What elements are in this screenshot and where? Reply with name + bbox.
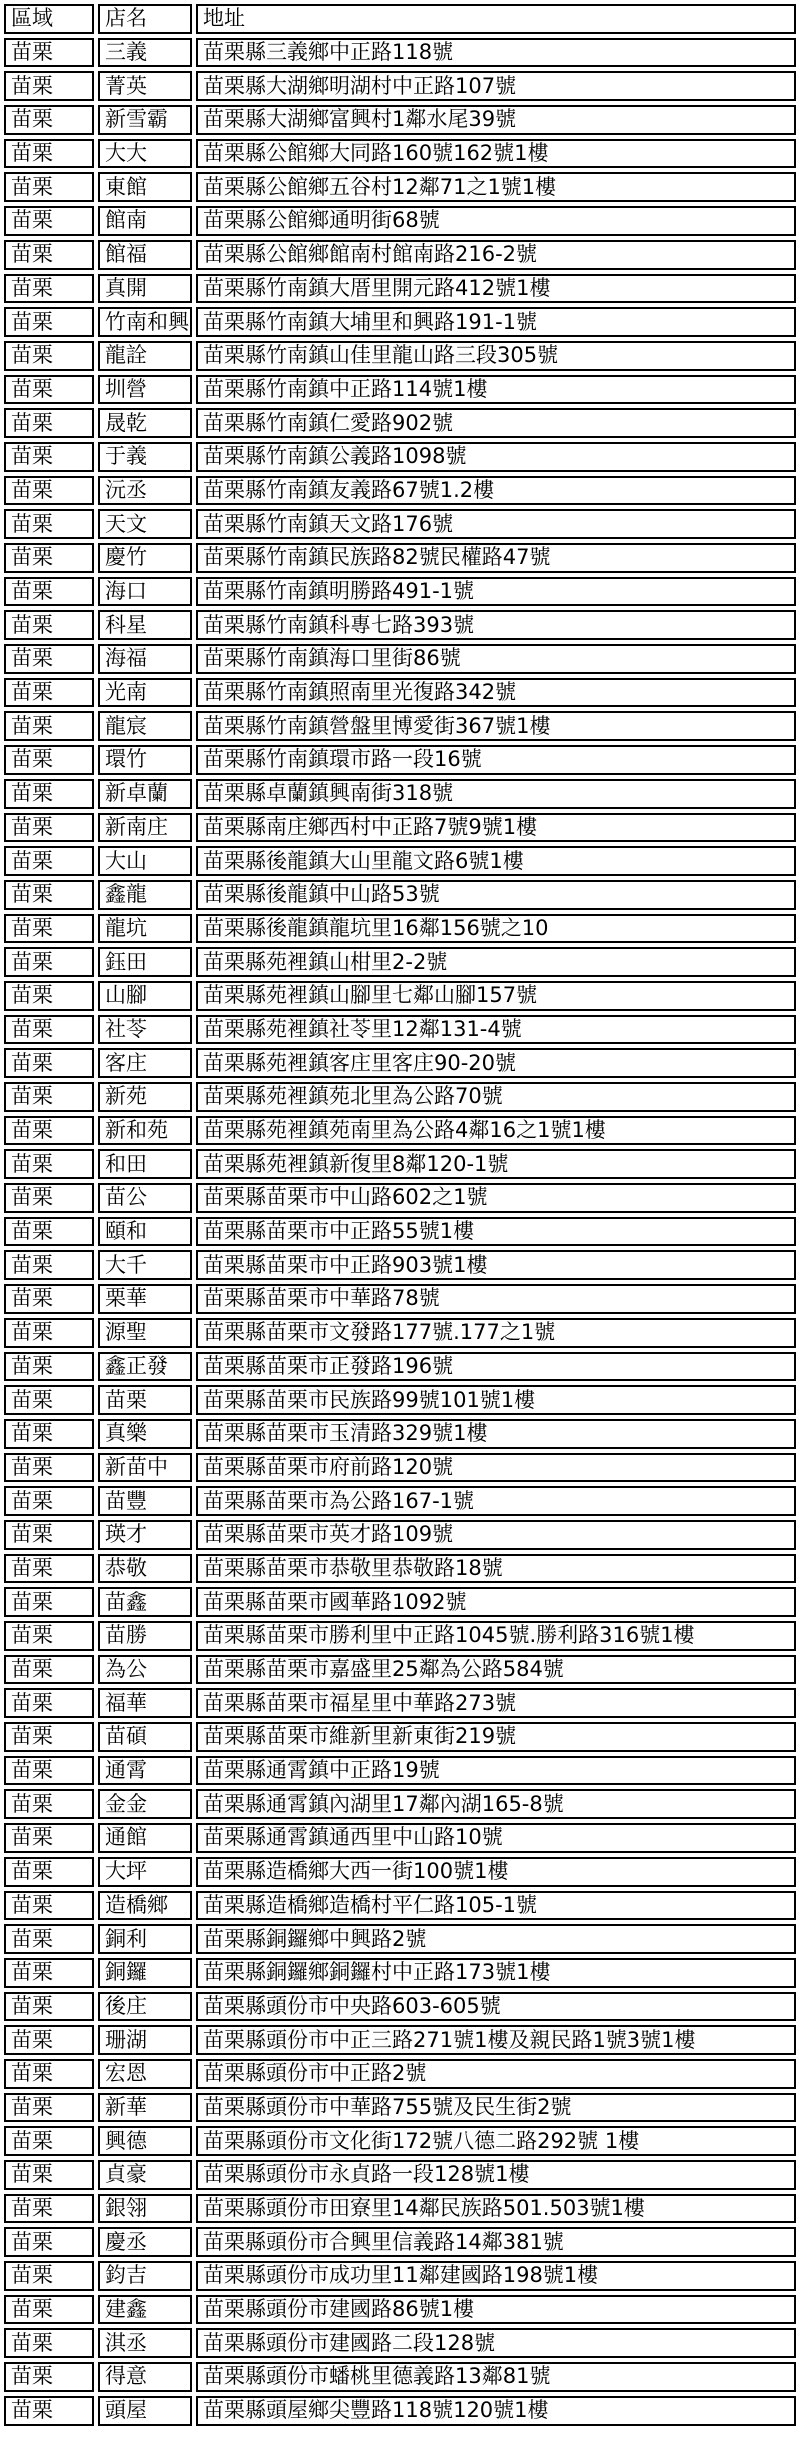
- region-cell: 苗栗: [4, 1958, 94, 1988]
- store-name-cell: 苗勝: [98, 1621, 192, 1651]
- header-store-name: 店名: [98, 4, 192, 34]
- store-name-cell: 海福: [98, 644, 192, 674]
- table-row: [4, 2328, 796, 2358]
- store-name-cell: 海口: [98, 577, 192, 607]
- region-cell: 苗栗: [4, 341, 94, 371]
- table-row: [4, 2227, 796, 2257]
- table-row: [4, 1891, 796, 1921]
- region-cell: 苗栗: [4, 1520, 94, 1550]
- header-row: [4, 4, 796, 34]
- address-cell: 苗栗縣苗栗市府前路120號: [196, 1453, 796, 1483]
- region-cell: 苗栗: [4, 678, 94, 708]
- address-cell: 苗栗縣公館鄉大同路160號162號1樓: [196, 139, 796, 169]
- address-cell: 苗栗縣苗栗市國華路1092號: [196, 1587, 796, 1617]
- address-cell: 苗栗縣通霄鎮內湖里17鄰內湖165-8號: [196, 1789, 796, 1819]
- table-row: [4, 509, 796, 539]
- table-row: [4, 2261, 796, 2291]
- region-cell: 苗栗: [4, 509, 94, 539]
- address-cell: 苗栗縣造橋鄉造橋村平仁路105-1號: [196, 1891, 796, 1921]
- region-cell: 苗栗: [4, 543, 94, 573]
- address-cell: 苗栗縣頭份市文化街172號八德二路292號 1樓: [196, 2126, 796, 2156]
- address-cell: 苗栗縣苗栗市嘉盛里25鄰為公路584號: [196, 1655, 796, 1685]
- region-cell: 苗栗: [4, 1992, 94, 2022]
- address-cell: 苗栗縣大湖鄉明湖村中正路107號: [196, 71, 796, 101]
- store-name-cell: 瑛才: [98, 1520, 192, 1550]
- table-row: [4, 981, 796, 1011]
- table-row: [4, 880, 796, 910]
- region-cell: 苗栗: [4, 1688, 94, 1718]
- region-cell: 苗栗: [4, 1385, 94, 1415]
- address-cell: 苗栗縣頭份市建國路二段128號: [196, 2328, 796, 2358]
- store-name-cell: 真開: [98, 274, 192, 304]
- address-cell: 苗栗縣苑裡鎮社苓里12鄰131-4號: [196, 1015, 796, 1045]
- address-cell: 苗栗縣苗栗市恭敬里恭敬路18號: [196, 1554, 796, 1584]
- table-row: [4, 2396, 796, 2426]
- address-cell: 苗栗縣銅鑼鄉中興路2號: [196, 1924, 796, 1954]
- address-cell: 苗栗縣苗栗市中正路55號1樓: [196, 1217, 796, 1247]
- address-cell: 苗栗縣竹南鎮海口里街86號: [196, 644, 796, 674]
- region-cell: 苗栗: [4, 2025, 94, 2055]
- address-cell: 苗栗縣苗栗市為公路167-1號: [196, 1486, 796, 1516]
- region-cell: 苗栗: [4, 1789, 94, 1819]
- store-name-cell: 苗碩: [98, 1722, 192, 1752]
- table-row: [4, 846, 796, 876]
- address-cell: 苗栗縣苗栗市正發路196號: [196, 1352, 796, 1382]
- address-cell: 苗栗縣苑裡鎮山腳里七鄰山腳157號: [196, 981, 796, 1011]
- table-row: [4, 779, 796, 809]
- table-row: [4, 1587, 796, 1617]
- table-row: [4, 139, 796, 169]
- table-row: [4, 375, 796, 405]
- store-name-cell: 通館: [98, 1823, 192, 1853]
- region-cell: 苗栗: [4, 1486, 94, 1516]
- table-row: [4, 1789, 796, 1819]
- store-name-cell: 鈞吉: [98, 2261, 192, 2291]
- table-row: [4, 711, 796, 741]
- region-cell: 苗栗: [4, 240, 94, 270]
- region-cell: 苗栗: [4, 813, 94, 843]
- region-cell: 苗栗: [4, 2093, 94, 2123]
- store-name-cell: 頭屋: [98, 2396, 192, 2426]
- table-row: [4, 105, 796, 135]
- address-cell: 苗栗縣苑裡鎮客庄里客庄90-20號: [196, 1048, 796, 1078]
- address-cell: 苗栗縣頭份市成功里11鄰建國路198號1樓: [196, 2261, 796, 2291]
- store-name-cell: 大大: [98, 139, 192, 169]
- store-name-cell: 新雪霸: [98, 105, 192, 135]
- address-cell: 苗栗縣苗栗市玉清路329號1樓: [196, 1419, 796, 1449]
- address-cell: 苗栗縣竹南鎮民族路82號民權路47號: [196, 543, 796, 573]
- store-name-cell: 通霄: [98, 1756, 192, 1786]
- store-name-cell: 圳營: [98, 375, 192, 405]
- region-cell: 苗栗: [4, 172, 94, 202]
- table-row: [4, 1722, 796, 1752]
- region-cell: 苗栗: [4, 2362, 94, 2392]
- table-row: [4, 1688, 796, 1718]
- store-name-cell: 建鑫: [98, 2295, 192, 2325]
- store-name-cell: 銀翎: [98, 2194, 192, 2224]
- address-cell: 苗栗縣苗栗市中華路78號: [196, 1284, 796, 1314]
- address-cell: 苗栗縣竹南鎮天文路176號: [196, 509, 796, 539]
- table-row: [4, 2025, 796, 2055]
- store-name-cell: 宏恩: [98, 2059, 192, 2089]
- store-name-cell: 新南庄: [98, 813, 192, 843]
- region-cell: 苗栗: [4, 1756, 94, 1786]
- address-cell: 苗栗縣竹南鎮友義路67號1.2樓: [196, 476, 796, 506]
- address-cell: 苗栗縣頭份市田寮里14鄰民族路501.503號1樓: [196, 2194, 796, 2224]
- store-name-cell: 得意: [98, 2362, 192, 2392]
- store-name-cell: 真樂: [98, 1419, 192, 1449]
- store-name-cell: 淇丞: [98, 2328, 192, 2358]
- address-cell: 苗栗縣三義鄉中正路118號: [196, 38, 796, 68]
- header-address: 地址: [196, 4, 796, 34]
- store-name-cell: 貞豪: [98, 2160, 192, 2190]
- region-cell: 苗栗: [4, 274, 94, 304]
- store-name-cell: 館福: [98, 240, 192, 270]
- address-cell: 苗栗縣竹南鎮科專七路393號: [196, 610, 796, 640]
- region-cell: 苗栗: [4, 2160, 94, 2190]
- address-cell: 苗栗縣頭份市永貞路一段128號1樓: [196, 2160, 796, 2190]
- table-row: [4, 240, 796, 270]
- table-row: [4, 341, 796, 371]
- table-row: [4, 1453, 796, 1483]
- address-cell: 苗栗縣苗栗市民族路99號101號1樓: [196, 1385, 796, 1415]
- table-row: [4, 172, 796, 202]
- address-cell: 苗栗縣竹南鎮大厝里開元路412號1樓: [196, 274, 796, 304]
- store-name-cell: 客庄: [98, 1048, 192, 1078]
- table-row: [4, 1048, 796, 1078]
- store-name-cell: 珊湖: [98, 2025, 192, 2055]
- address-cell: 苗栗縣頭份市合興里信義路14鄰381號: [196, 2227, 796, 2257]
- store-name-cell: 慶丞: [98, 2227, 192, 2257]
- table-row: [4, 1924, 796, 1954]
- table-row: [4, 1554, 796, 1584]
- region-cell: 苗栗: [4, 1082, 94, 1112]
- region-cell: 苗栗: [4, 711, 94, 741]
- table-row: [4, 745, 796, 775]
- address-cell: 苗栗縣頭屋鄉尖豐路118號120號1樓: [196, 2396, 796, 2426]
- region-cell: 苗栗: [4, 1722, 94, 1752]
- store-name-cell: 源聖: [98, 1318, 192, 1348]
- address-cell: 苗栗縣苗栗市勝利里中正路1045號.勝利路316號1樓: [196, 1621, 796, 1651]
- store-name-cell: 金金: [98, 1789, 192, 1819]
- region-cell: 苗栗: [4, 1419, 94, 1449]
- address-cell: 苗栗縣竹南鎮營盤里博愛街367號1樓: [196, 711, 796, 741]
- table-row: [4, 947, 796, 977]
- table-row: [4, 543, 796, 573]
- store-name-cell: 天文: [98, 509, 192, 539]
- region-cell: 苗栗: [4, 1015, 94, 1045]
- address-cell: 苗栗縣後龍鎮龍坑里16鄰156號之10: [196, 914, 796, 944]
- region-cell: 苗栗: [4, 2227, 94, 2257]
- table-row: [4, 577, 796, 607]
- store-name-cell: 興德: [98, 2126, 192, 2156]
- address-cell: 苗栗縣卓蘭鎮興南街318號: [196, 779, 796, 809]
- region-cell: 苗栗: [4, 1655, 94, 1685]
- store-name-cell: 和田: [98, 1149, 192, 1179]
- address-cell: 苗栗縣後龍鎮大山里龍文路6號1樓: [196, 846, 796, 876]
- table-row: [4, 307, 796, 337]
- region-cell: 苗栗: [4, 2295, 94, 2325]
- table-row: [4, 1756, 796, 1786]
- address-cell: 苗栗縣苗栗市中正路903號1樓: [196, 1250, 796, 1280]
- store-name-cell: 大坪: [98, 1857, 192, 1887]
- address-cell: 苗栗縣苗栗市福星里中華路273號: [196, 1688, 796, 1718]
- store-name-cell: 龍宸: [98, 711, 192, 741]
- region-cell: 苗栗: [4, 1621, 94, 1651]
- region-cell: 苗栗: [4, 1284, 94, 1314]
- store-name-cell: 鑫正發: [98, 1352, 192, 1382]
- address-cell: 苗栗縣頭份市中華路755號及民生街2號: [196, 2093, 796, 2123]
- region-cell: 苗栗: [4, 1352, 94, 1382]
- table-row: [4, 2059, 796, 2089]
- address-cell: 苗栗縣竹南鎮環市路一段16號: [196, 745, 796, 775]
- region-cell: 苗栗: [4, 1857, 94, 1887]
- region-cell: 苗栗: [4, 577, 94, 607]
- store-name-cell: 鑫龍: [98, 880, 192, 910]
- region-cell: 苗栗: [4, 71, 94, 101]
- address-cell: 苗栗縣竹南鎮公義路1098號: [196, 442, 796, 472]
- store-name-cell: 銅利: [98, 1924, 192, 1954]
- store-name-cell: 栗華: [98, 1284, 192, 1314]
- table-row: [4, 442, 796, 472]
- region-cell: 苗栗: [4, 1587, 94, 1617]
- store-name-cell: 竹南和興: [98, 307, 192, 337]
- address-cell: 苗栗縣頭份市建國路86號1樓: [196, 2295, 796, 2325]
- address-cell: 苗栗縣通霄鎮中正路19號: [196, 1756, 796, 1786]
- table-row: [4, 476, 796, 506]
- table-row: [4, 813, 796, 843]
- table-row: [4, 1183, 796, 1213]
- region-cell: 苗栗: [4, 2059, 94, 2089]
- table-row: [4, 2295, 796, 2325]
- address-cell: 苗栗縣竹南鎮仁愛路902號: [196, 408, 796, 438]
- region-cell: 苗栗: [4, 1554, 94, 1584]
- table-row: [4, 610, 796, 640]
- region-cell: 苗栗: [4, 307, 94, 337]
- region-cell: 苗栗: [4, 1891, 94, 1921]
- table-row: [4, 2160, 796, 2190]
- store-name-cell: 恭敬: [98, 1554, 192, 1584]
- region-cell: 苗栗: [4, 610, 94, 640]
- table-row: [4, 1857, 796, 1887]
- store-name-cell: 東館: [98, 172, 192, 202]
- table-row: [4, 2194, 796, 2224]
- table-row: [4, 1284, 796, 1314]
- table-row: [4, 1520, 796, 1550]
- region-cell: 苗栗: [4, 1250, 94, 1280]
- store-name-cell: 沅丞: [98, 476, 192, 506]
- address-cell: 苗栗縣竹南鎮照南里光復路342號: [196, 678, 796, 708]
- region-cell: 苗栗: [4, 947, 94, 977]
- store-name-cell: 龍坑: [98, 914, 192, 944]
- region-cell: 苗栗: [4, 442, 94, 472]
- store-name-cell: 福華: [98, 1688, 192, 1718]
- region-cell: 苗栗: [4, 2328, 94, 2358]
- store-name-cell: 新華: [98, 2093, 192, 2123]
- address-cell: 苗栗縣苑裡鎮新復里8鄰120-1號: [196, 1149, 796, 1179]
- address-cell: 苗栗縣頭份市蟠桃里德義路13鄰81號: [196, 2362, 796, 2392]
- region-cell: 苗栗: [4, 880, 94, 910]
- table-row: [4, 2126, 796, 2156]
- table-row: [4, 1149, 796, 1179]
- store-name-cell: 龍詮: [98, 341, 192, 371]
- region-cell: 苗栗: [4, 2126, 94, 2156]
- table-row: [4, 274, 796, 304]
- address-cell: 苗栗縣公館鄉館南村館南路216-2號: [196, 240, 796, 270]
- table-row: [4, 1958, 796, 1988]
- store-name-cell: 大千: [98, 1250, 192, 1280]
- address-cell: 苗栗縣大湖鄉富興村1鄰水尾39號: [196, 105, 796, 135]
- region-cell: 苗栗: [4, 375, 94, 405]
- table-row: [4, 2362, 796, 2392]
- region-cell: 苗栗: [4, 476, 94, 506]
- address-cell: 苗栗縣後龍鎮中山路53號: [196, 880, 796, 910]
- store-name-cell: 為公: [98, 1655, 192, 1685]
- address-cell: 苗栗縣頭份市中央路603-605號: [196, 1992, 796, 2022]
- address-cell: 苗栗縣苗栗市維新里新東街219號: [196, 1722, 796, 1752]
- table-row: [4, 1486, 796, 1516]
- address-cell: 苗栗縣南庄鄉西村中正路7號9號1樓: [196, 813, 796, 843]
- address-cell: 苗栗縣銅鑼鄉銅鑼村中正路173號1樓: [196, 1958, 796, 1988]
- table-row: [4, 1419, 796, 1449]
- table-row: [4, 1655, 796, 1685]
- region-cell: 苗栗: [4, 2194, 94, 2224]
- address-cell: 苗栗縣竹南鎮中正路114號1樓: [196, 375, 796, 405]
- region-cell: 苗栗: [4, 2261, 94, 2291]
- store-name-cell: 館南: [98, 206, 192, 236]
- region-cell: 苗栗: [4, 745, 94, 775]
- region-cell: 苗栗: [4, 779, 94, 809]
- region-cell: 苗栗: [4, 1183, 94, 1213]
- address-cell: 苗栗縣公館鄉通明街68號: [196, 206, 796, 236]
- address-cell: 苗栗縣竹南鎮明勝路491-1號: [196, 577, 796, 607]
- store-name-cell: 菁英: [98, 71, 192, 101]
- store-name-cell: 造橋鄉: [98, 1891, 192, 1921]
- table-row: [4, 1250, 796, 1280]
- store-name-cell: 大山: [98, 846, 192, 876]
- region-cell: 苗栗: [4, 408, 94, 438]
- store-name-cell: 新苑: [98, 1082, 192, 1112]
- store-name-cell: 苗豐: [98, 1486, 192, 1516]
- table-row: [4, 1318, 796, 1348]
- store-name-cell: 苗公: [98, 1183, 192, 1213]
- region-cell: 苗栗: [4, 1924, 94, 1954]
- store-name-cell: 後庄: [98, 1992, 192, 2022]
- address-cell: 苗栗縣通霄鎮通西里中山路10號: [196, 1823, 796, 1853]
- address-cell: 苗栗縣公館鄉五谷村12鄰71之1號1樓: [196, 172, 796, 202]
- region-cell: 苗栗: [4, 914, 94, 944]
- table-row: [4, 1621, 796, 1651]
- table-row: [4, 914, 796, 944]
- region-cell: 苗栗: [4, 644, 94, 674]
- table-row: [4, 1217, 796, 1247]
- store-name-cell: 光南: [98, 678, 192, 708]
- address-cell: 苗栗縣造橋鄉大西一街100號1樓: [196, 1857, 796, 1887]
- address-cell: 苗栗縣苑裡鎮苑北里為公路70號: [196, 1082, 796, 1112]
- table-row: [4, 408, 796, 438]
- address-cell: 苗栗縣苗栗市文發路177號.177之1號: [196, 1318, 796, 1348]
- table-row: [4, 71, 796, 101]
- header-region: 區域: [4, 4, 94, 34]
- region-cell: 苗栗: [4, 1149, 94, 1179]
- store-name-cell: 晟乾: [98, 408, 192, 438]
- address-cell: 苗栗縣苗栗市英才路109號: [196, 1520, 796, 1550]
- address-cell: 苗栗縣頭份市中正路2號: [196, 2059, 796, 2089]
- region-cell: 苗栗: [4, 981, 94, 1011]
- table-row: [4, 644, 796, 674]
- region-cell: 苗栗: [4, 206, 94, 236]
- table-row: [4, 1992, 796, 2022]
- table-row: [4, 1082, 796, 1112]
- region-cell: 苗栗: [4, 1217, 94, 1247]
- address-cell: 苗栗縣竹南鎮山佳里龍山路三段305號: [196, 341, 796, 371]
- store-name-cell: 環竹: [98, 745, 192, 775]
- region-cell: 苗栗: [4, 38, 94, 68]
- table-row: [4, 1116, 796, 1146]
- store-name-cell: 三義: [98, 38, 192, 68]
- address-cell: 苗栗縣苑裡鎮山柑里2-2號: [196, 947, 796, 977]
- store-name-cell: 科星: [98, 610, 192, 640]
- region-cell: 苗栗: [4, 2396, 94, 2426]
- store-name-cell: 頤和: [98, 1217, 192, 1247]
- store-name-cell: 新和苑: [98, 1116, 192, 1146]
- store-name-cell: 鈺田: [98, 947, 192, 977]
- address-cell: 苗栗縣竹南鎮大埔里和興路191-1號: [196, 307, 796, 337]
- table-row: [4, 678, 796, 708]
- store-name-cell: 社苓: [98, 1015, 192, 1045]
- region-cell: 苗栗: [4, 1116, 94, 1146]
- region-cell: 苗栗: [4, 105, 94, 135]
- store-name-cell: 于義: [98, 442, 192, 472]
- store-name-cell: 新卓蘭: [98, 779, 192, 809]
- table-row: [4, 38, 796, 68]
- address-cell: 苗栗縣頭份市中正三路271號1樓及親民路1號3號1樓: [196, 2025, 796, 2055]
- region-cell: 苗栗: [4, 1318, 94, 1348]
- table-row: [4, 1352, 796, 1382]
- store-name-cell: 山腳: [98, 981, 192, 1011]
- region-cell: 苗栗: [4, 846, 94, 876]
- store-name-cell: 苗栗: [98, 1385, 192, 1415]
- table-row: [4, 1385, 796, 1415]
- table-row: [4, 2093, 796, 2123]
- address-cell: 苗栗縣苑裡鎮苑南里為公路4鄰16之1號1樓: [196, 1116, 796, 1146]
- store-name-cell: 慶竹: [98, 543, 192, 573]
- table-row: [4, 1015, 796, 1045]
- table-row: [4, 206, 796, 236]
- store-name-cell: 苗鑫: [98, 1587, 192, 1617]
- region-cell: 苗栗: [4, 1823, 94, 1853]
- region-cell: 苗栗: [4, 1453, 94, 1483]
- store-name-cell: 新苗中: [98, 1453, 192, 1483]
- region-cell: 苗栗: [4, 1048, 94, 1078]
- region-cell: 苗栗: [4, 139, 94, 169]
- table-row: [4, 1823, 796, 1853]
- store-name-cell: 銅鑼: [98, 1958, 192, 1988]
- address-cell: 苗栗縣苗栗市中山路602之1號: [196, 1183, 796, 1213]
